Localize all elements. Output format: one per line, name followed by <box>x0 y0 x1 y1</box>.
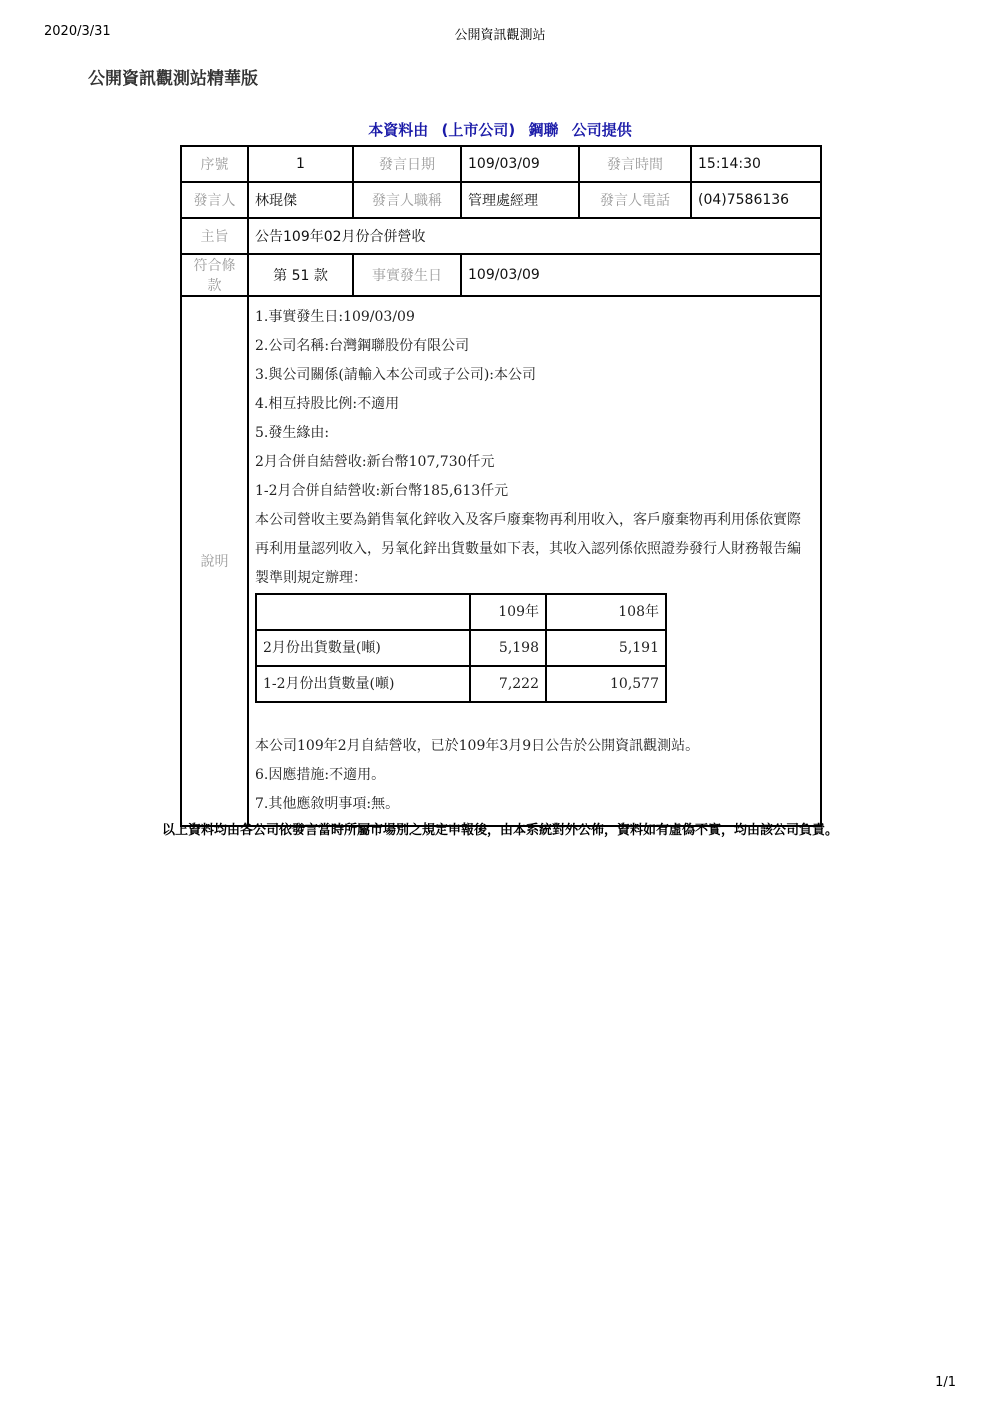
date-value: 109/03/09 <box>461 146 579 182</box>
clause-label: 符合條款 <box>181 254 248 296</box>
shipment-quantity-table <box>255 593 667 703</box>
date-label: 發言日期 <box>353 146 461 182</box>
qty-cell: 1-2月份出貨數量(噸) <box>256 666 470 702</box>
desc-line: 2月合併自結營收:新台幣107,730仟元 <box>255 454 495 470</box>
desc-line: 5.發生緣由: <box>255 425 330 441</box>
seq-value: 1 <box>248 146 353 182</box>
qty-header-cell <box>256 594 470 630</box>
page-number: 1/1 <box>935 1375 956 1390</box>
qty-cell: 5,198 <box>470 630 546 666</box>
phone-label: 發言人電話 <box>579 182 691 218</box>
provider-company: 鋼聯 <box>528 121 559 139</box>
table-row <box>181 218 821 254</box>
desc-line: 2.公司名稱:台灣鋼聯股份有限公司 <box>255 338 470 354</box>
qty-header-cell: 108年 <box>546 594 666 630</box>
qty-cell: 2月份出貨數量(噸) <box>256 630 470 666</box>
blank-line <box>255 703 814 732</box>
time-label: 發言時間 <box>579 146 691 182</box>
event-date-value: 109/03/09 <box>461 254 821 296</box>
print-page-title: 公開資訊觀測站 <box>454 28 546 43</box>
clause-value: 第 51 款 <box>248 254 353 296</box>
site-title: 公開資訊觀測站精華版 <box>88 69 258 89</box>
table-row <box>256 666 666 702</box>
event-date-label: 事實發生日 <box>353 254 461 296</box>
speaker-value: 林琨傑 <box>248 182 353 218</box>
table-row <box>181 254 821 296</box>
provider-prefix: 本資料由 <box>368 121 429 139</box>
subject-label: 主旨 <box>181 218 248 254</box>
speaker-title-value: 管理處經理 <box>461 182 579 218</box>
disclaimer-note: 以上資料均由各公司依發言當時所屬市場別之規定申報後，由本系統對外公佈，資料如有虛偽不實，均由該公司負責。 <box>161 823 838 838</box>
print-date: 2020/3/31 <box>44 24 111 39</box>
qty-cell: 5,191 <box>546 630 666 666</box>
desc-line: 1-2月合併自結營收:新台幣185,613仟元 <box>255 483 509 499</box>
provider-suffix: 公司提供 <box>571 121 632 139</box>
qty-cell: 10,577 <box>546 666 666 702</box>
speaker-title-label: 發言人職稱 <box>353 182 461 218</box>
description-label: 說明 <box>181 296 248 826</box>
table-row <box>256 630 666 666</box>
table-row <box>181 182 821 218</box>
desc-line: 1.事實發生日:109/03/09 <box>255 309 415 325</box>
desc-line: 本公司109年2月自結營收，已於109年3月9日公告於公開資訊觀測站。 <box>255 738 700 754</box>
seq-label: 序號 <box>181 146 248 182</box>
announcement-table <box>180 145 822 827</box>
desc-line: 7.其他應敘明事項:無。 <box>255 796 400 812</box>
description-body <box>248 296 821 826</box>
time-value: 15:14:30 <box>691 146 821 182</box>
desc-line: 4.相互持股比例:不適用 <box>255 396 400 412</box>
desc-line: 6.因應措施:不適用。 <box>255 767 386 783</box>
desc-paragraph: 本公司營收主要為銷售氧化鋅收入及客戶廢棄物再利用收入，客戶廢棄物再利用係依實際再利用量認列收入，另氧化鋅出貨數量如下表，其收入認列係依照證券發行人財務報告編製準則規定辦理： <box>255 512 801 586</box>
desc-line: 3.與公司關係(請輸入本公司或子公司):本公司 <box>255 367 536 383</box>
table-row <box>256 594 666 630</box>
table-row <box>181 146 821 182</box>
table-row <box>181 296 821 826</box>
speaker-label: 發言人 <box>181 182 248 218</box>
subject-value: 公告109年02月份合併營收 <box>248 218 821 254</box>
qty-cell: 7,222 <box>470 666 546 702</box>
provider-line <box>0 119 1000 140</box>
provider-market: (上市公司) <box>441 121 516 139</box>
phone-value: (04)7586136 <box>691 182 821 218</box>
qty-header-cell: 109年 <box>470 594 546 630</box>
